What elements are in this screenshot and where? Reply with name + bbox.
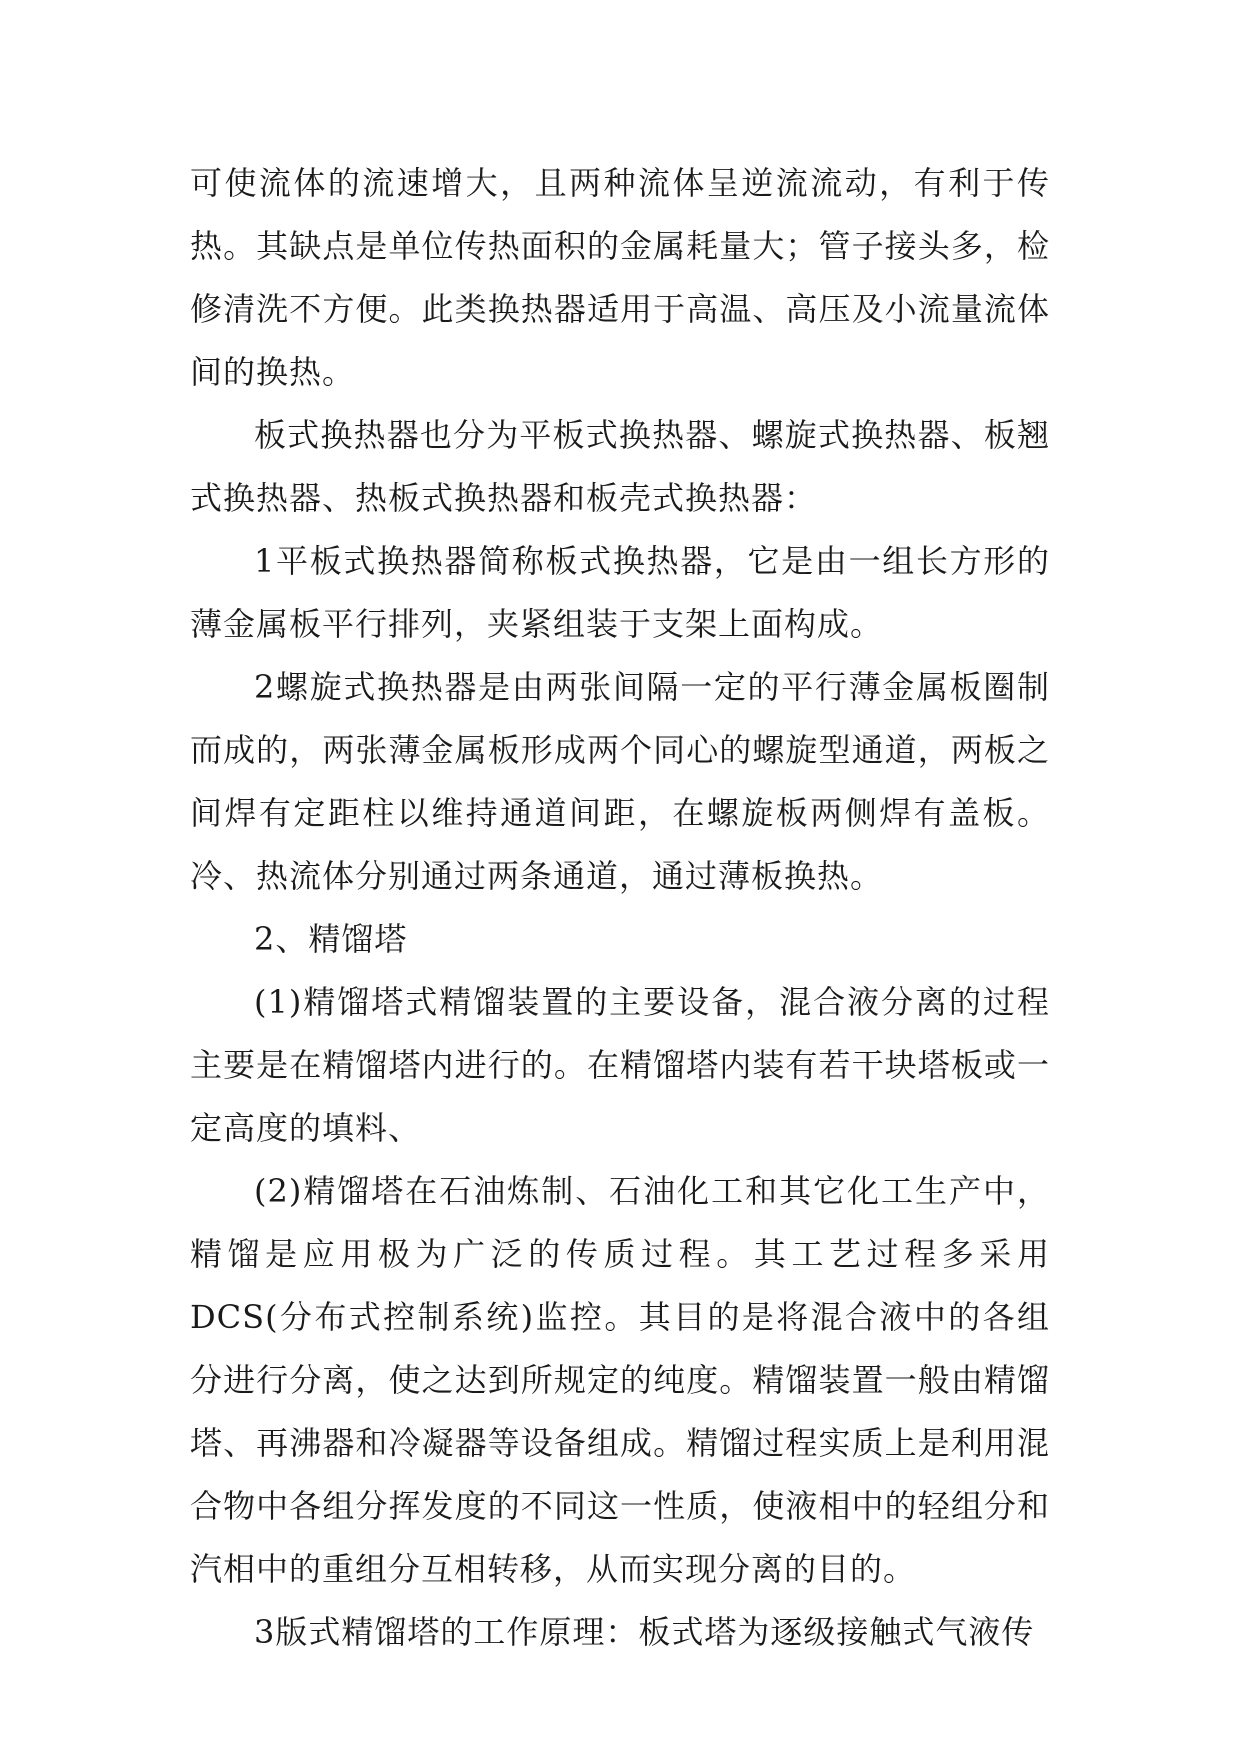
paragraph-distillation-2: (2)精馏塔在石油炼制、石油化工和其它化工生产中，精馏是应用极为广泛的传质过程。其工艺过程多采用DCS(分布式控制系统)监控。其目的是将混合液中的各组分进行分离，使之达到所规定的纯度。精馏装置一般由精馏塔、再沸器和冷凝器等设备组成。精馏过程实质上是利用混合物中各组分挥发度的不同这一性质，使液相中的轻组分和汽相中的重组分互相转移，从而实现分离的目的。 xyxy=(190,1172,1050,1588)
paragraph-continuation: 可使流体的流速增大，且两种流体呈逆流流动，有利于传热。其缺点是单位传热面积的金属耗量大；管子接头多，检修清洗不方便。此类换热器适用于高温、高压及小流量流体间的换热。 xyxy=(190,164,1050,391)
paragraph-plate-exchanger-types: 板式换热器也分为平板式换热器、螺旋式换热器、板翘式换热器、热板式换热器和板壳式换热器： xyxy=(190,416,1050,517)
paragraph-distillation-1: (1)精馏塔式精馏装置的主要设备，混合液分离的过程主要是在精馏塔内进行的。在精馏塔内装有若干块塔板或一定高度的填料、 xyxy=(190,983,1050,1147)
body-text xyxy=(190,152,1050,1664)
paragraph-spiral-exchanger: 2螺旋式换热器是由两张间隔一定的平行薄金属板圈制而成的，两张薄金属板形成两个同心的螺旋型通道，两板之间焊有定距柱以维持通道间距，在螺旋板两侧焊有盖板。冷、热流体分别通过两条通道，通过薄板换热。 xyxy=(190,668,1050,895)
paragraph-plate-tower-principle: 3版式精馏塔的工作原理：板式塔为逐级接触式气液传 xyxy=(254,1613,1035,1651)
paragraph-flat-plate-exchanger: 1平板式换热器简称板式换热器，它是由一组长方形的薄金属板平行排列，夹紧组装于支架上面构成。 xyxy=(190,542,1050,643)
section-heading-distillation-tower: 2、精馏塔 xyxy=(254,920,408,958)
